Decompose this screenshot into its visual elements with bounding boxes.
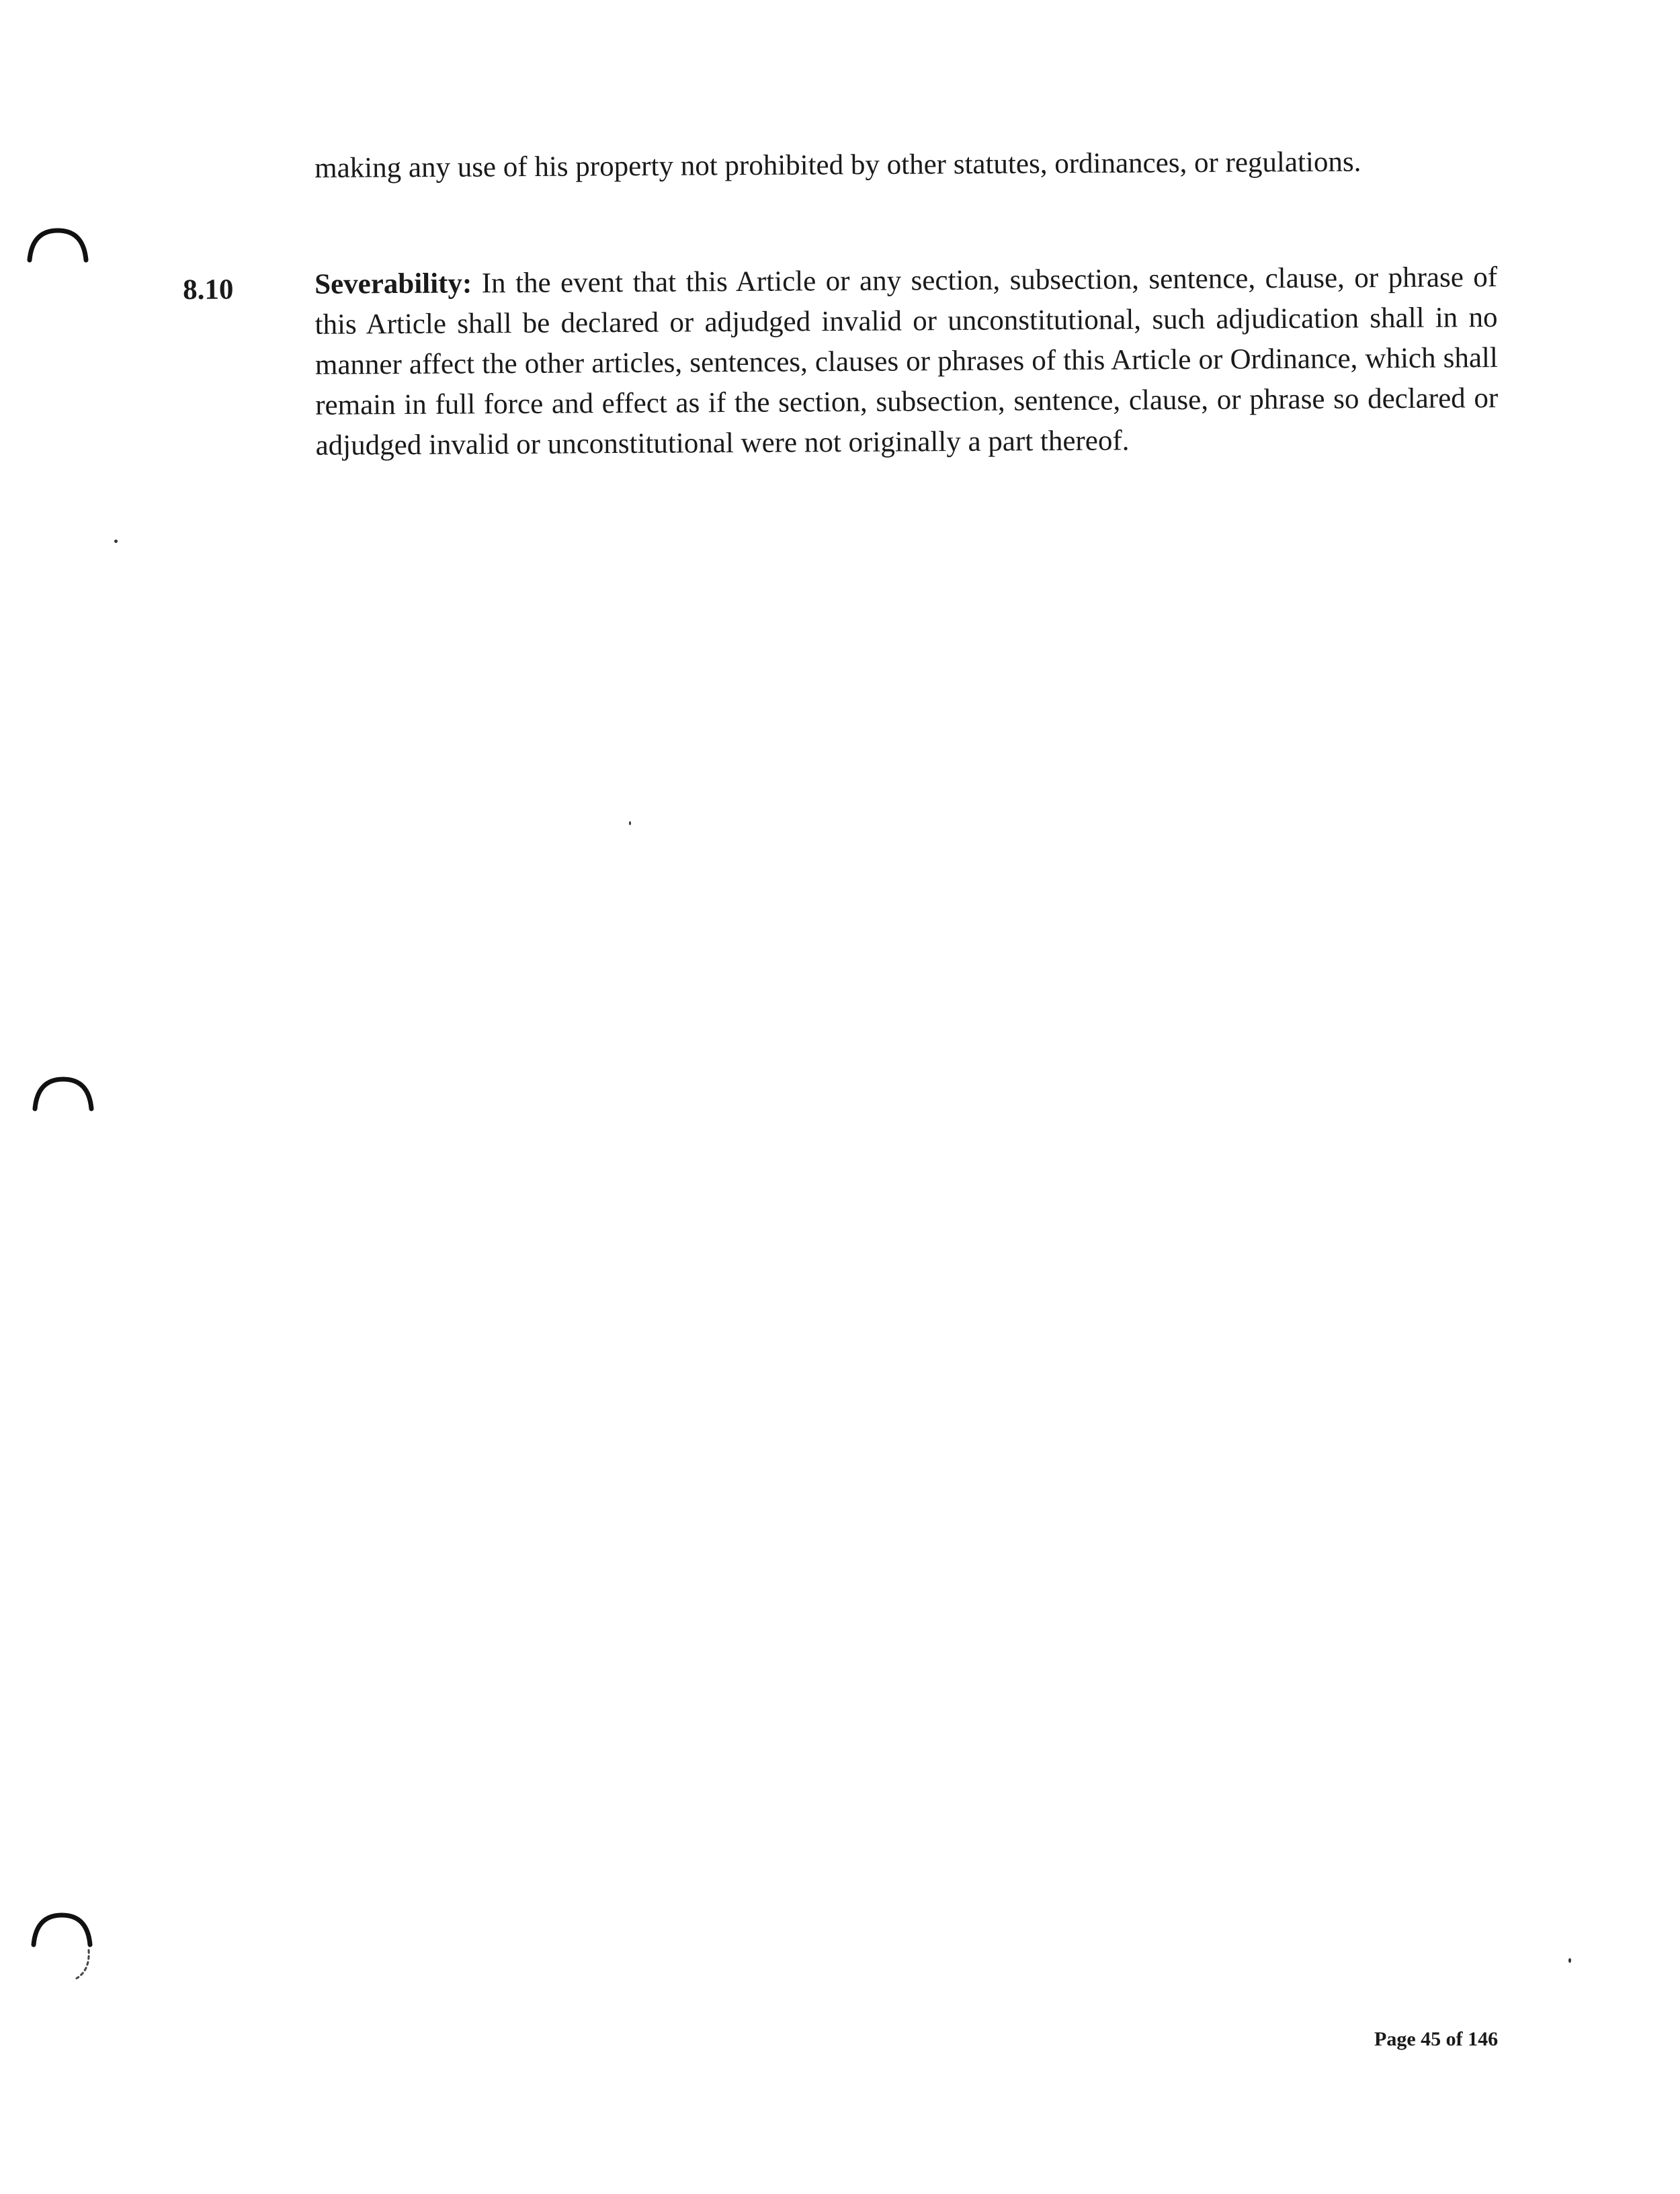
- section-8-10: [183, 257, 1500, 462]
- punch-hole-arc-icon: [26, 225, 90, 265]
- page-number-footer: Page 45 of 146: [1374, 2028, 1499, 2050]
- punch-hole-arc-icon: [31, 1074, 95, 1114]
- scan-speck: [1568, 1958, 1571, 1963]
- section-number: 8.10: [183, 273, 234, 306]
- section-body-text: In the event that this Article or any section, subsection, sentence, clause, or phrase of this Article shall be declared or adjudged invalid or unconstitutional, such adjudication shall in no manner affect the other articles, sentences, clauses or phrases of this Article or Ordinance, which shall remain in full force and effect as if the section, subsection, sentence, clause, or phrase so declared or adjudged invalid or unconstitutional were not originally a part thereof.: [314, 261, 1499, 462]
- punch-hole-bottom: [30, 1910, 94, 1984]
- punch-hole-top: [26, 225, 90, 265]
- section-title: Severability:: [314, 267, 472, 300]
- punch-hole-middle: [31, 1074, 95, 1114]
- scan-speck: [629, 821, 631, 825]
- scan-speck: [114, 540, 118, 543]
- section-paragraph: [314, 257, 1499, 466]
- punch-hole-arc-icon: [30, 1910, 94, 1984]
- continuation-paragraph: making any use of his property not prohibited by other statutes, ordinances, or regulations.: [314, 146, 1361, 184]
